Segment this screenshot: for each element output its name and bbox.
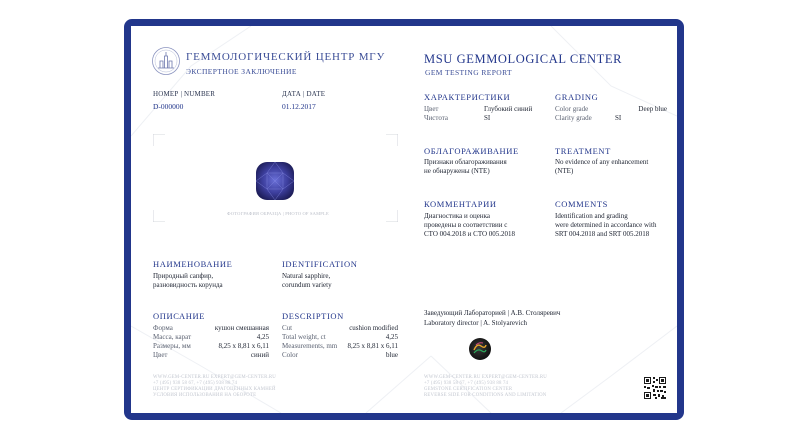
footer-left-4: УСЛОВИЯ ИСПОЛЬЗОВАНИЯ НА ОБОРОТЕ bbox=[153, 393, 257, 398]
hologram-seal-icon bbox=[468, 337, 492, 361]
grading-value: SI bbox=[615, 114, 622, 122]
footer-right-2: +7 (495) 938 58 67, +7 (495) 938 88 74 bbox=[424, 381, 509, 386]
description-value: 4,25 bbox=[256, 333, 269, 341]
characteristics-value: Глубокий синий bbox=[484, 105, 533, 113]
title-ru: ГЕММОЛОГИЧЕСКИЙ ЦЕНТР МГУ bbox=[186, 51, 386, 63]
director-line-en: Laboratory director | A. Stolyarevich bbox=[424, 319, 528, 327]
comments-text-ru-2: проведены в соответствии с bbox=[424, 221, 508, 229]
description-value: 4,25 bbox=[385, 333, 398, 341]
identification-heading-en: IDENTIFICATION bbox=[282, 259, 358, 269]
treatment-heading-en: TREATMENT bbox=[555, 146, 611, 156]
footer-left-1: WWW.GEM-CENTER.RU EXPERT@GEM-CENTER.RU bbox=[153, 375, 276, 380]
description-row-ru bbox=[153, 333, 269, 342]
identification-text-en-2: corundum variety bbox=[282, 281, 332, 289]
photo-caption: ФОТОГРАФИЯ ОБРАЗЦА | PHOTO OF SAMPLE bbox=[227, 211, 329, 216]
treatment-text-ru-2: не обнаружены (NTE) bbox=[424, 167, 490, 175]
characteristics-value: SI bbox=[484, 114, 491, 122]
treatment-text-ru-1: Признаки облагораживания bbox=[424, 158, 507, 166]
description-heading-en: DESCRIPTION bbox=[282, 311, 344, 321]
description-row-ru bbox=[153, 351, 269, 360]
grading-label: Clarity grade bbox=[555, 114, 592, 122]
description-label: Цвет bbox=[153, 351, 168, 359]
description-row-ru bbox=[153, 324, 269, 333]
description-label: Color bbox=[282, 351, 298, 359]
certificate-frame bbox=[124, 19, 684, 420]
footer-left-3: ЦЕНТР СЕРТИФИКАЦИИ ДРАГОЦЕННЫХ КАМНЕЙ bbox=[153, 387, 276, 392]
description-label: Форма bbox=[153, 324, 173, 332]
description-row-en bbox=[282, 342, 398, 351]
description-label: Measurements, mm bbox=[282, 342, 338, 350]
grading-row bbox=[555, 105, 667, 114]
description-value: 8,25 x 8,81 x 6,11 bbox=[218, 342, 269, 350]
description-label: Масса, карат bbox=[153, 333, 192, 341]
grading-value: Deep blue bbox=[638, 105, 667, 113]
number-label: НОМЕР | NUMBER bbox=[153, 90, 216, 98]
description-label: Total weight, ct bbox=[282, 333, 326, 341]
cushion-cut-sapphire-icon bbox=[253, 159, 297, 203]
footer-right-3: GEMSTONE CERTIFICATION CENTER bbox=[424, 387, 513, 392]
description-value: blue bbox=[385, 351, 398, 359]
identification-text-ru-2: разновидность корунда bbox=[153, 281, 223, 289]
date-value: 01.12.2017 bbox=[282, 102, 316, 111]
description-row-ru bbox=[153, 342, 269, 351]
subtitle-en: GEM TESTING REPORT bbox=[425, 68, 513, 77]
comments-text-en-2: were determined in accordance with bbox=[555, 221, 657, 229]
comments-text-ru-3: СТО 004.2018 и СТО 005.2018 bbox=[424, 230, 516, 238]
description-row-en bbox=[282, 324, 398, 333]
description-row-en bbox=[282, 333, 398, 342]
treatment-text-en-1: No evidence of any enhancement bbox=[555, 158, 649, 166]
title-en: MSU GEMMOLOGICAL CENTER bbox=[424, 52, 623, 66]
comments-heading-ru: КОММЕНТАРИИ bbox=[424, 199, 497, 209]
description-value: синий bbox=[250, 351, 269, 359]
identification-text-en-1: Natural sapphire, bbox=[282, 272, 331, 280]
director-line-ru: Заведующий Лабораторией | А.В. Столяревич bbox=[424, 309, 561, 317]
description-value: кушон смешанная bbox=[214, 324, 269, 332]
characteristics-label: Цвет bbox=[424, 105, 439, 113]
description-heading-ru: ОПИСАНИЕ bbox=[153, 311, 206, 321]
description-row-en bbox=[282, 351, 398, 360]
university-building-seal-icon bbox=[151, 46, 181, 76]
description-value: 8,25 x 8,81 x 6,11 bbox=[347, 342, 398, 350]
certificate-sheet bbox=[131, 26, 677, 413]
comments-text-ru-1: Диагностика и оценка bbox=[424, 212, 490, 220]
comments-text-en-1: Identification and grading bbox=[555, 212, 628, 220]
characteristics-label: Чистота bbox=[424, 114, 449, 122]
footer-right-4: REVERSE SIDE FOR CONDITIONS AND LIMITATION bbox=[424, 393, 547, 398]
grading-label: Color grade bbox=[555, 105, 589, 113]
subtitle-ru: ЭКСПЕРТНОЕ ЗАКЛЮЧЕНИЕ bbox=[186, 67, 297, 76]
description-label: Cut bbox=[282, 324, 293, 332]
treatment-text-en-2: (NTE) bbox=[555, 167, 574, 175]
identification-text-ru-1: Природный сапфир, bbox=[153, 272, 214, 280]
description-value: cushion modified bbox=[349, 324, 398, 332]
characteristics-heading-ru: ХАРАКТЕРИСТИКИ bbox=[424, 92, 511, 102]
qr-code-icon bbox=[643, 376, 667, 400]
number-value: D-000000 bbox=[153, 102, 184, 111]
grading-heading-en: GRADING bbox=[555, 92, 599, 102]
description-label: Размеры, мм bbox=[153, 342, 191, 350]
date-label: ДАТА | DATE bbox=[282, 90, 326, 98]
comments-heading-en: COMMENTS bbox=[555, 199, 608, 209]
footer-right-1: WWW.GEM-CENTER.RU EXPERT@GEM-CENTER.RU bbox=[424, 375, 547, 380]
footer-left-2: +7 (495) 938 58 67, +7 (495) 938 88 74 bbox=[153, 381, 238, 386]
treatment-heading-ru: ОБЛАГОРАЖИВАНИЕ bbox=[424, 146, 519, 156]
comments-text-en-3: SRT 004.2018 and SRT 005.2018 bbox=[555, 230, 650, 238]
identification-heading-ru: НАИМЕНОВАНИЕ bbox=[153, 259, 233, 269]
